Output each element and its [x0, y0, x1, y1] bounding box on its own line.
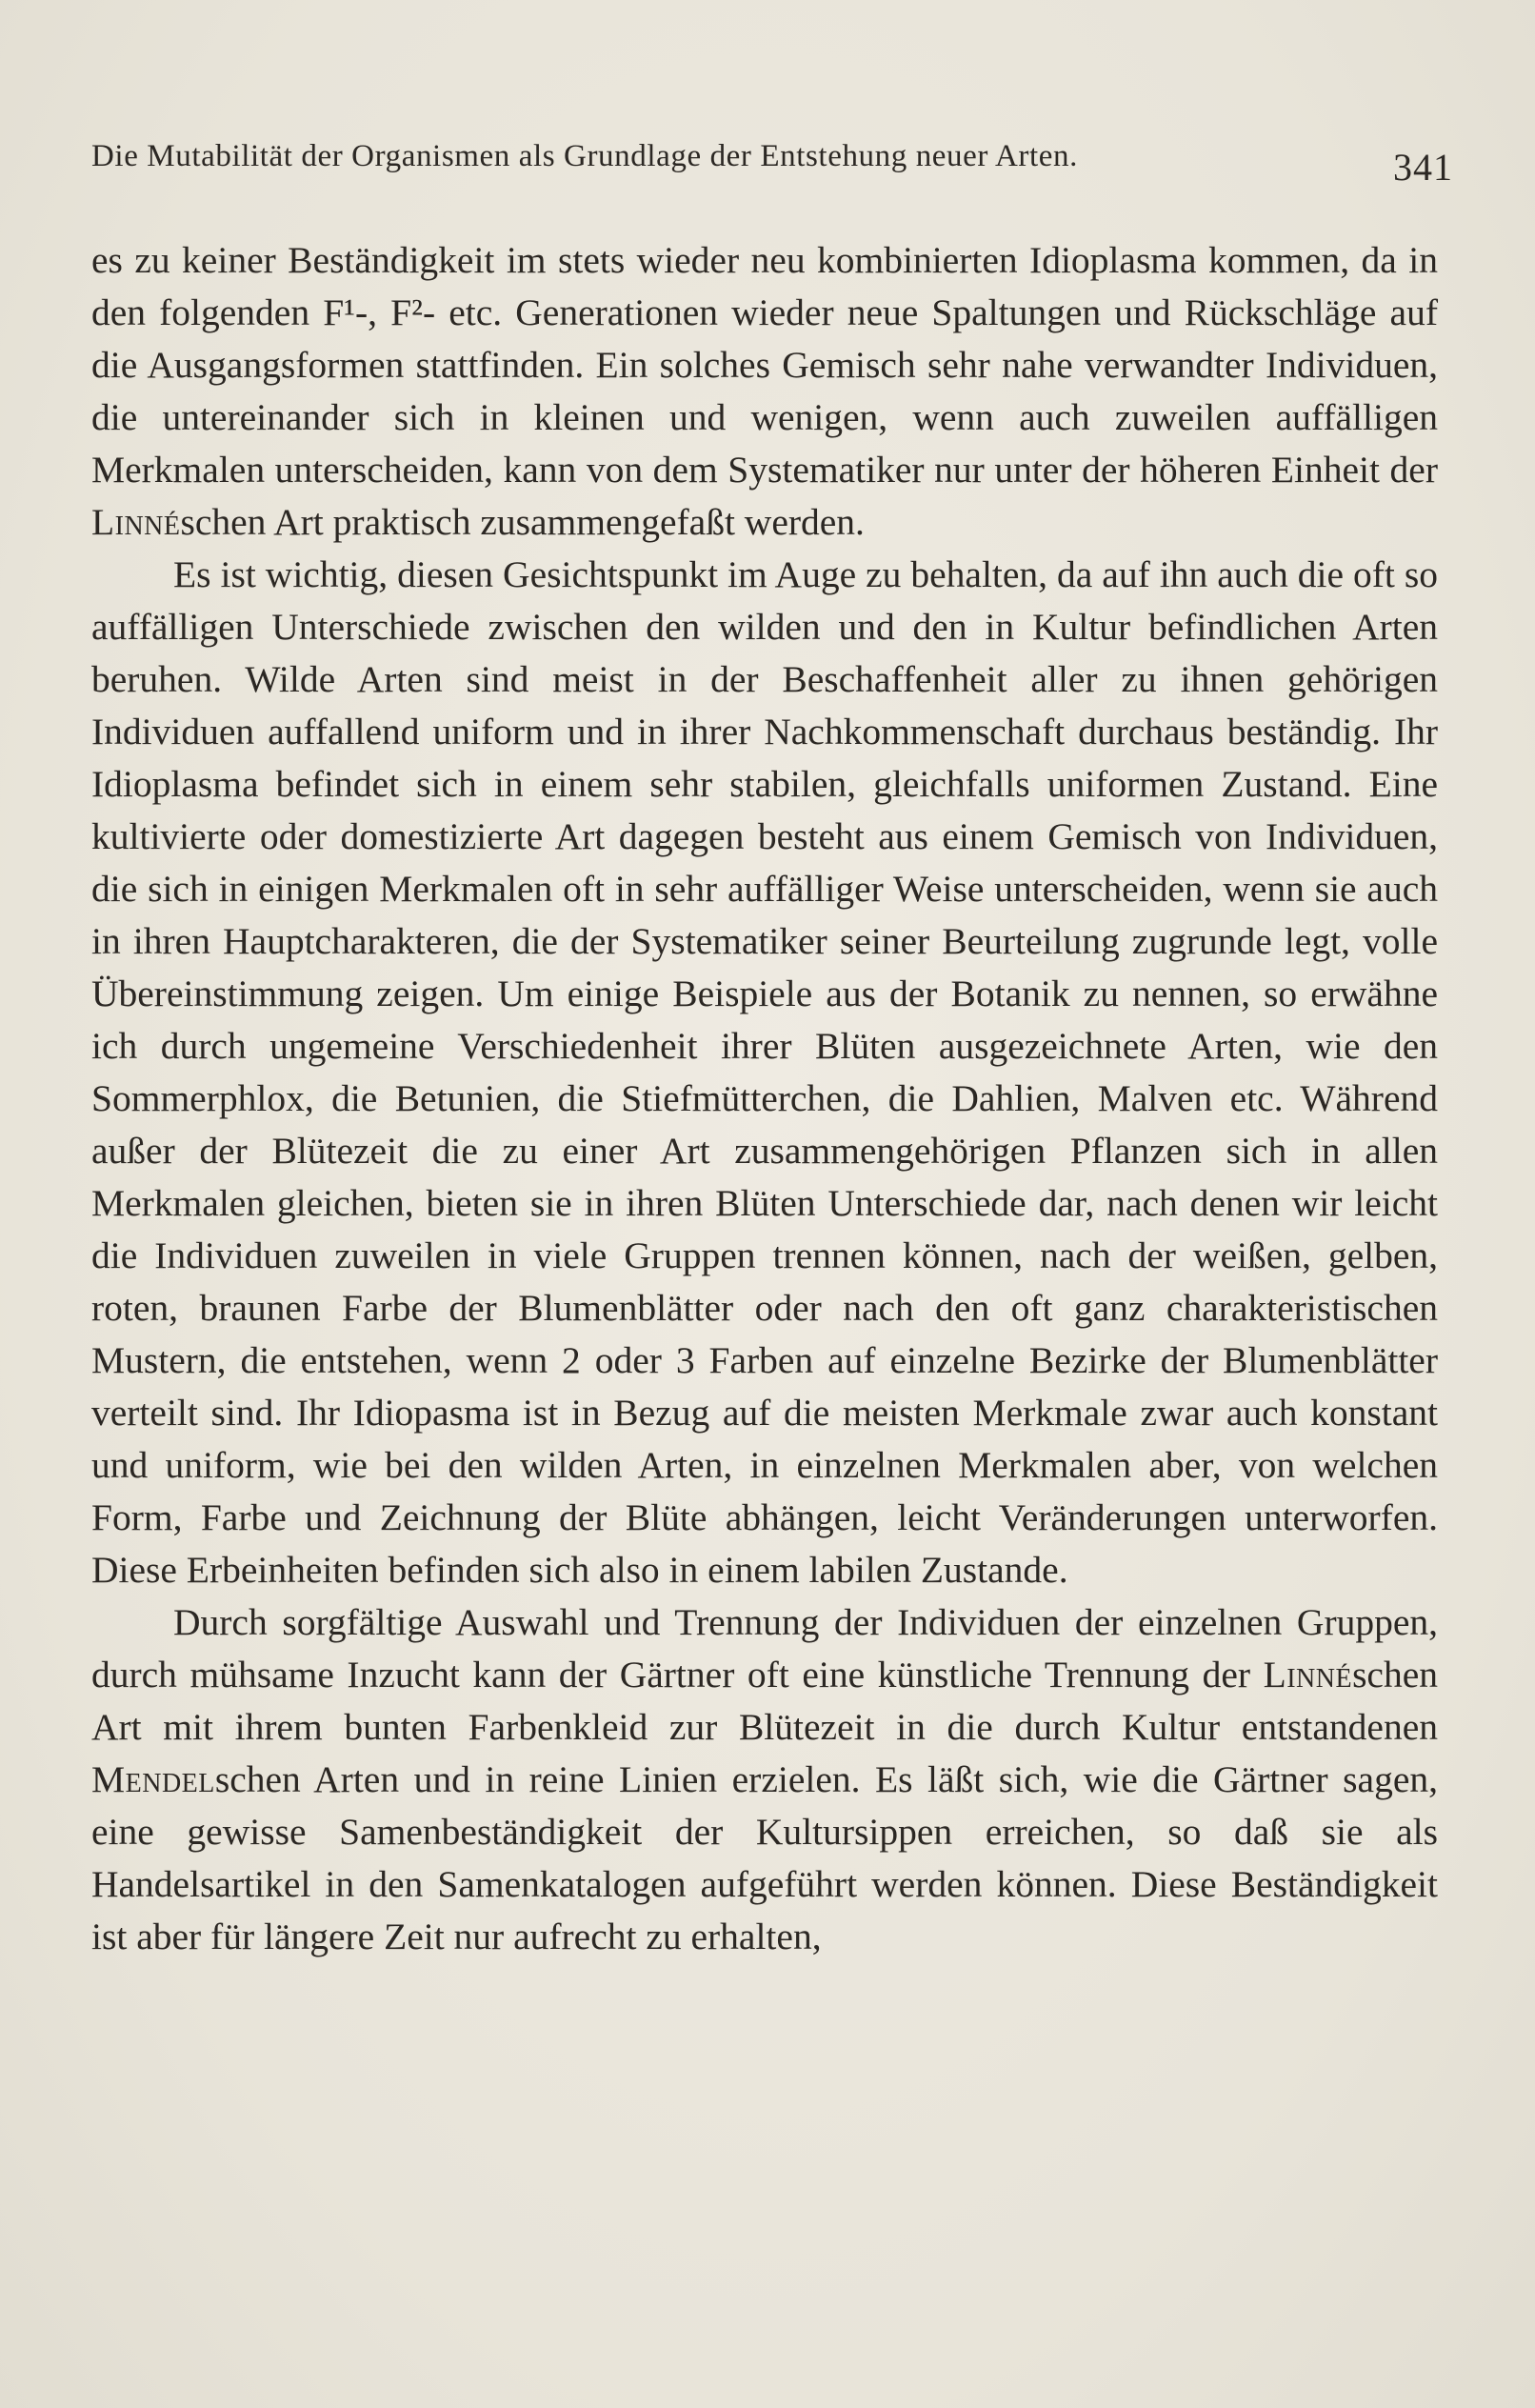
body-text	[91, 234, 1438, 1963]
author-name-smallcaps: Mendel	[91, 1758, 215, 1800]
author-name-smallcaps: Linné	[1263, 1654, 1353, 1696]
paragraph-2: Es ist wichtig, diesen Gesichtspunkt im Auge zu behalten, da auf ihn auch die oft so auffälligen Unterschiede zwischen den wilden und den in Kultur befindlichen Arten beruhen. Wilde Arten sind meist in der Beschaffenheit aller zu ihnen gehörigen Individuen auffallend uniform und in ihrer Nachkommenschaft durchaus beständig. Ihr Idioplasma befindet sich in einem sehr stabilen, gleichfalls uniformen Zustand. Eine kultivierte oder domestizierte Art dagegen besteht aus einem Gemisch von Individuen, die sich in einigen Merkmalen oft in sehr auffälliger Weise unterscheiden, wenn sie auch in ihren Hauptcharakteren, die der Systematiker seiner Beurteilung zugrunde legt, volle Übereinstimmung zeigen. Um einige Beispiele aus der Botanik zu nennen, so erwähne ich durch ungemeine Verschiedenheit ihrer Blüten ausgezeichnete Arten, wie den Sommerphlox, die Betunien, die Stiefmütterchen, die Dahlien, Malven etc. Während außer der Blütezeit die zu einer Art zusammengehörigen Pflanzen sich in allen Merkmalen gleichen, bieten sie in ihren Blüten Unterschiede dar, nach denen wir leicht die Individuen zuweilen in viele Gruppen trennen können, nach der weißen, gelben, roten, braunen Farbe der Blumenblätter oder nach den oft ganz charakteristischen Mustern, die entstehen, wenn 2 oder 3 Farben auf einzelne Bezirke der Blumenblätter verteilt sind. Ihr Idiopasma ist in Bezug auf die meisten Merkmale zwar auch konstant und uniform, wie bei den wilden Arten, in einzelnen Merkmalen aber, von welchen Form, Farbe und Zeichnung der Blüte abhängen, leicht Veränderungen unterworfen. Diese Erbeinheiten befinden sich also in einem labilen Zustande.	[91, 553, 1438, 1591]
author-name-smallcaps: Linné	[91, 501, 181, 543]
paragraph-1: es zu keiner Beständigkeit im stets wieder neu kombinierten Idioplasma kommen, da in den folgenden F¹-, F²- etc. Generationen wieder neue Spaltungen und Rückschläge auf die Ausgangsformen stattfinden. Ein solches Gemisch sehr nahe verwandter Individuen, die untereinander sich in kleinen und wenigen, wenn auch zuweilen auffälligen Merkmalen unterscheiden, kann von dem Systematiker nur unter der höheren Einheit der Linnéschen Art praktisch zusammengefaßt werden.	[91, 239, 1438, 543]
paragraph-3: Durch sorgfältige Auswahl und Trennung der Individuen der einzelnen Gruppen, durch mühsame Inzucht kann der Gärtner oft eine künstliche Trennung der Linnéschen Art mit ihrem bunten Farbenkleid zur Blütezeit in die durch Kultur entstandenen Mendelschen Arten und in reine Linien erzielen. Es läßt sich, wie die Gärtner sagen, eine gewisse Samenbeständigkeit der Kultursippen erreichen, so daß sie als Handelsartikel in den Samenkatalogen aufgeführt werden können. Diese Beständigkeit ist aber für längere Zeit nur aufrecht zu erhalten,	[91, 1601, 1438, 1957]
page-number: 341	[1393, 146, 1453, 189]
running-header	[91, 131, 1453, 189]
running-title: Die Mutabilität der Organismen als Grundlage der Entstehung neuer Arten.	[91, 139, 1078, 173]
